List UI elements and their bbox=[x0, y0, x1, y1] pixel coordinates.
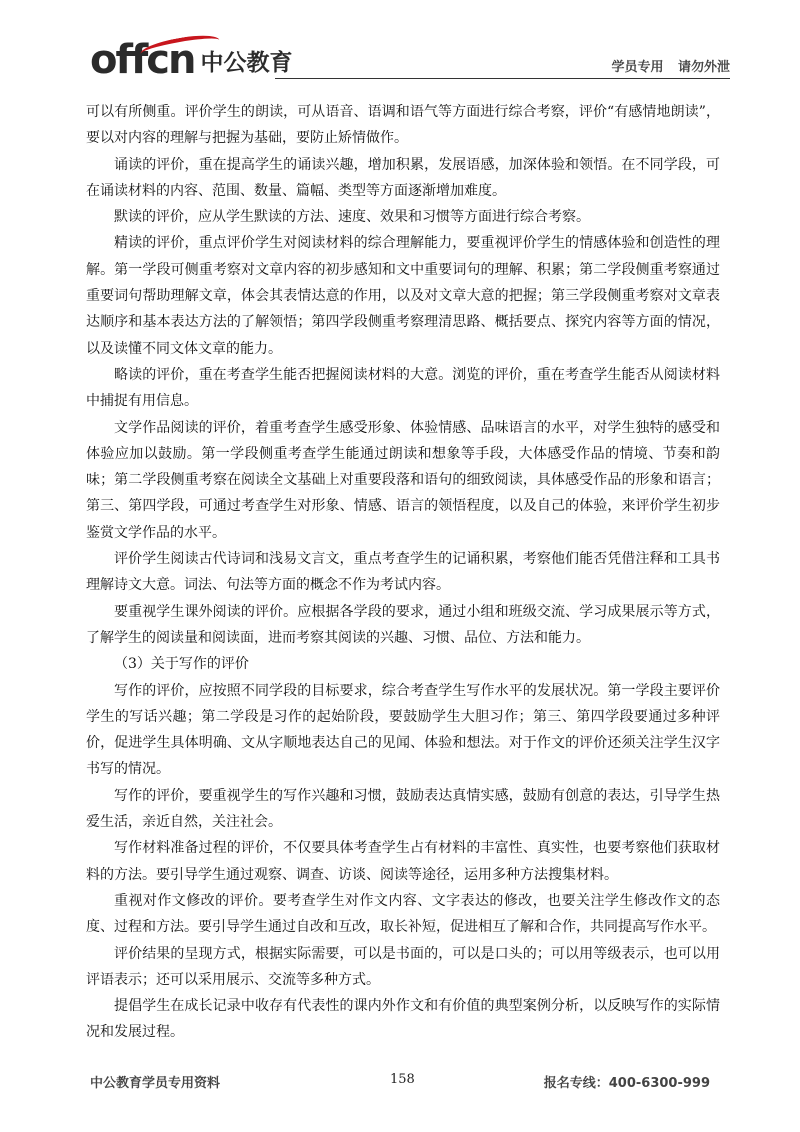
page-footer bbox=[90, 1072, 710, 1096]
paragraph: 精读的评价，重点评价学生对阅读材料的综合理解能力，要重视评价学生的情感体验和创造性的理解。第一学段可侧重考察对文章内容的初步感知和文中重要词句的理解、积累；第二学段侧重考察通过重要词句帮助理解文章，体会其表情达意的作用，以及对文章大意的把握；第三学段侧重考察对文章表达顺序和基本表达方法的了解领悟；第四学段侧重考察理清思路、概括要点、探究内容等方面的情况，以及读懂不同文体文章的能力。 bbox=[86, 235, 720, 357]
paragraph: 诵读的评价，重在提高学生的诵读兴趣，增加积累，发展语感，加深体验和领悟。在不同学段，可在诵读材料的内容、范围、数量、篇幅、类型等方面逐渐增加难度。 bbox=[86, 156, 720, 199]
paragraph: 写作的评价，应按照不同学段的目标要求，综合考查学生写作水平的发展状况。第一学段主要评价学生的写话兴趣；第二学段是习作的起始阶段，要鼓励学生大胆习作；第三、第四学段要通过多种评价，促进学生具体明确、文从字顺地表达自己的见闻、体验和想法。对于作文的评价还须关注学生汉字书写的情况。 bbox=[86, 682, 720, 778]
header-notice: 学员专用 请勿外泄 bbox=[611, 60, 730, 75]
paragraph: 提倡学生在成长记录中收存有代表性的课内外作文和有价值的典型案例分析，以反映写作的实际情况和发展过程。 bbox=[86, 998, 720, 1041]
page-header bbox=[90, 37, 730, 90]
paragraph: 文学作品阅读的评价，着重考查学生感受形象、体验情感、品味语言的水平，对学生独特的感受和体验应加以鼓励。第一学段侧重考查学生能通过朗读和想象等手段，大体感受作品的情境、节奏和韵味；第二学段侧重考察在阅读全文基础上对重要段落和语句的细致阅读，具体感受作品的形象和语言；第三、第四学段，可通过考查学生对形象、情感、语言的领悟程度，以及自己的体验，来评价学生初步鉴赏文学作品的水平。 bbox=[86, 419, 720, 541]
section-heading: （3）关于写作的评价 bbox=[114, 656, 249, 673]
footer-source: 中公教育学员专用资料 bbox=[90, 1076, 221, 1091]
paragraph: 可以有所侧重。评价学生的朗读，可从语音、语调和语气等方面进行综合考察，评价“有感情地朗读”，要以对内容的理解与把握为基础，要防止矫情做作。 bbox=[86, 104, 720, 147]
paragraph: 写作材料准备过程的评价，不仅要具体考查学生占有材料的丰富性、真实性，也要考察他们获取材料的方法。要引导学生通过观察、调查、访谈、阅读等途径，运用多种方法搜集材料。 bbox=[86, 840, 720, 883]
header-rule bbox=[275, 78, 730, 79]
paragraph: 重视对作文修改的评价。要考查学生对作文内容、文字表达的修改，也要关注学生修改作文的态度、过程和方法。要引导学生通过自改和互改，取长补短，促进相互了解和合作，共同提高写作水平。 bbox=[86, 892, 720, 936]
logo-wordmark: offcn bbox=[90, 37, 195, 83]
paragraph: 写作的评价，要重视学生的写作兴趣和习惯，鼓励表达真情实感，鼓励有创意的表达，引导学生热爱生活，亲近自然，关注社会。 bbox=[86, 787, 720, 831]
footer-hotline: 报名专线：400-6300-999 bbox=[543, 1076, 710, 1091]
page-number: 158 bbox=[390, 1072, 415, 1087]
paragraph: 评价结果的呈现方式，根据实际需要，可以是书面的，可以是口头的；可以用等级表示，也可以用评语表示；还可以采用展示、交流等多种方式。 bbox=[86, 945, 720, 988]
paragraph: 略读的评价，重在考查学生能否把握阅读材料的大意。浏览的评价，重在考查学生能否从阅读材料中捕捉有用信息。 bbox=[86, 366, 720, 410]
paragraph: 评价学生阅读古代诗词和浅易文言文，重点考查学生的记诵积累，考察他们能否凭借注释和工具书理解诗文大意。词法、句法等方面的概念不作为考试内容。 bbox=[86, 551, 720, 594]
page-body bbox=[86, 99, 720, 1046]
paragraph: 要重视学生课外阅读的评价。应根据各学段的要求，通过小组和班级交流、学习成果展示等方式，了解学生的阅读量和阅读面，进而考察其阅读的兴趣、习惯、品位、方法和能力。 bbox=[86, 603, 720, 646]
offcn-logo bbox=[90, 37, 293, 83]
paragraph: 默读的评价，应从学生默读的方法、速度、效果和习惯等方面进行综合考察。 bbox=[114, 209, 590, 226]
logo-chinese-name: 中公教育 bbox=[200, 50, 293, 76]
